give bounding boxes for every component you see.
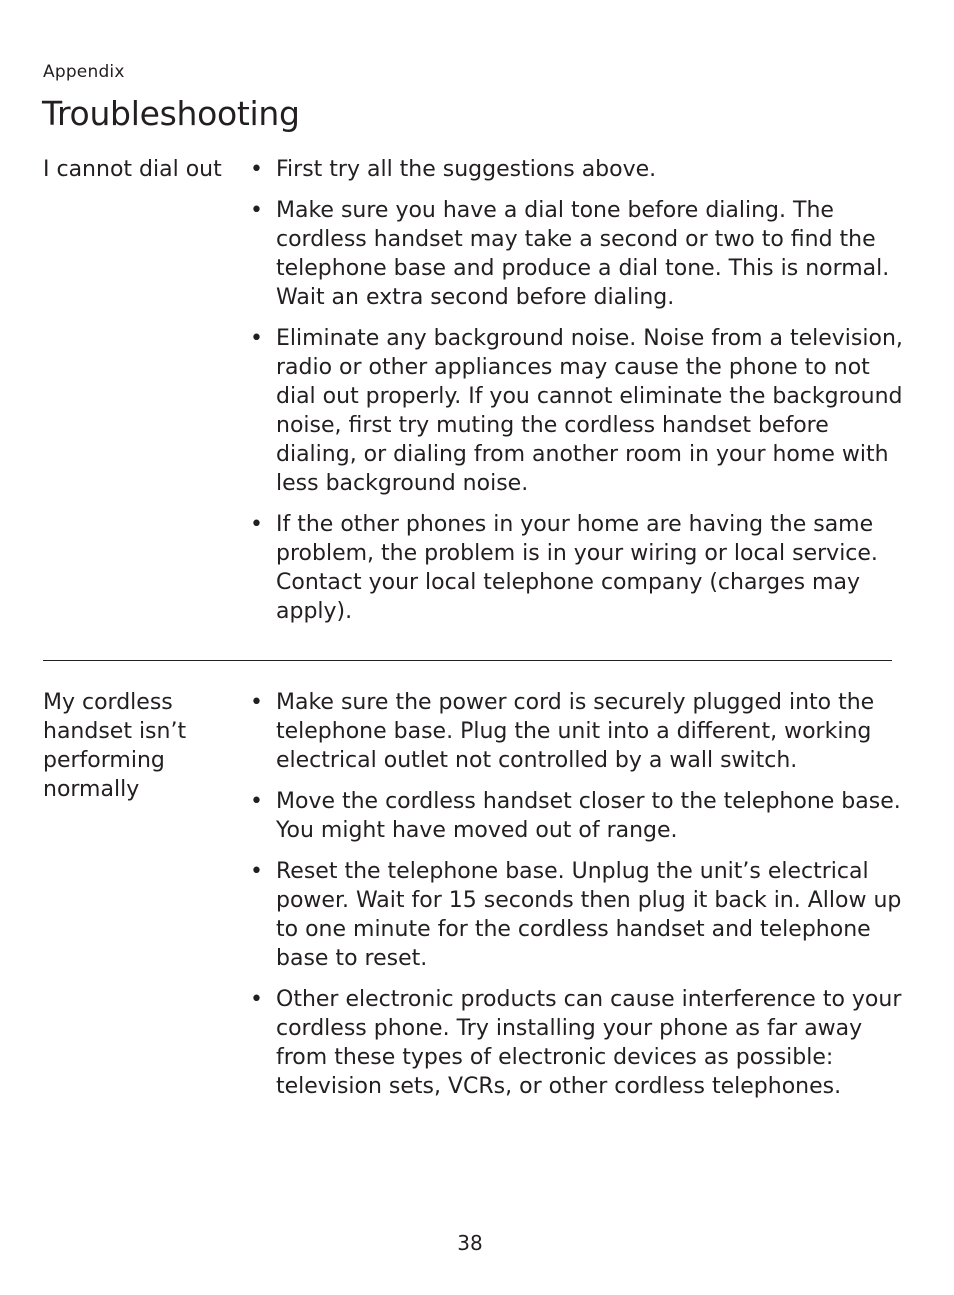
solution-text: Make sure you have a dial tone before dialing. The cordless handset may take a second or two to find the telephone base and produce a dial tone. This is normal. Wait an extra second before dialing. — [276, 198, 890, 310]
solution-list — [250, 688, 910, 1113]
bullet-icon: • — [250, 690, 263, 715]
section-label: Appendix — [43, 62, 125, 82]
solution-item — [250, 857, 910, 973]
solution-item — [250, 787, 910, 845]
solution-item — [250, 196, 910, 312]
solution-item — [250, 324, 910, 498]
bullet-icon: • — [250, 198, 263, 223]
problem-label: I cannot dial out — [43, 157, 222, 182]
solution-item — [250, 155, 910, 184]
bullet-icon: • — [250, 987, 263, 1012]
solution-item — [250, 688, 910, 775]
solution-item — [250, 985, 910, 1101]
bullet-icon: • — [250, 326, 263, 351]
solution-text: Reset the telephone base. Unplug the unit’s electrical power. Wait for 15 seconds then plug it back in. Allow up to one minute for the cordless handset and telephone base to reset. — [276, 859, 902, 971]
solution-text: If the other phones in your home are having the same problem, the problem is in your wiring or local service. Contact your local telephone company (charges may apply). — [276, 512, 878, 624]
solution-item — [250, 510, 910, 626]
bullet-icon: • — [250, 157, 263, 182]
solution-text: Move the cordless handset closer to the telephone base. You might have moved out of range. — [276, 789, 901, 843]
problem-label: My cordless handset isn’t performing normally — [43, 690, 187, 802]
solution-text: First try all the suggestions above. — [276, 157, 657, 182]
bullet-icon: • — [250, 859, 263, 884]
solution-text: Make sure the power cord is securely plugged into the telephone base. Plug the unit into a different, working electrical outlet not controlled by a wall switch. — [276, 690, 875, 773]
solution-list — [250, 155, 910, 638]
solution-text: Other electronic products can cause interference to your cordless phone. Try installing your phone as far away from these types of electronic devices as possible: television sets, VCRs, or other cordless telephones. — [276, 987, 902, 1099]
page-number: 38 — [457, 1231, 483, 1255]
bullet-icon: • — [250, 789, 263, 814]
bullet-icon: • — [250, 512, 263, 537]
section-divider — [43, 660, 892, 661]
solution-text: Eliminate any background noise. Noise from a television, radio or other appliances may cause the phone to not dial out properly. If you cannot eliminate the background noise, first try muting the cordless handset before dialing, or dialing from another room in your home with less background noise. — [276, 326, 903, 496]
page-title: Troubleshooting — [42, 94, 300, 133]
